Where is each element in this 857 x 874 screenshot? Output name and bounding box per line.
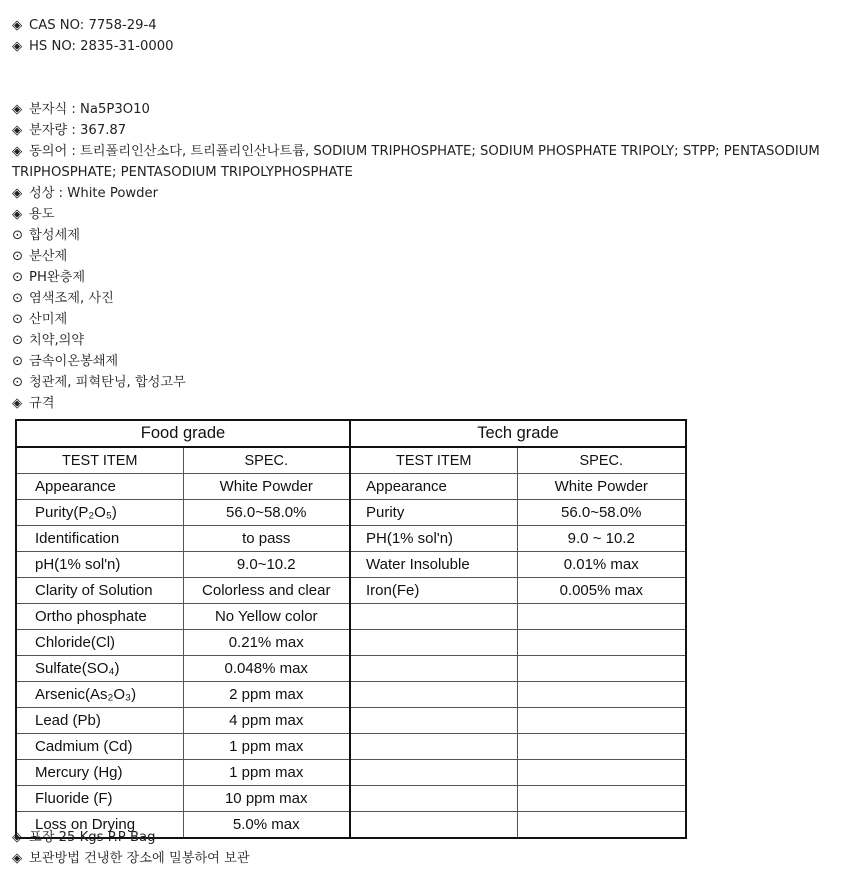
circle-dot-bullet-icon: ⊙ [12, 270, 24, 285]
empty-cell [350, 734, 517, 760]
table-row [16, 708, 686, 734]
empty-cell [517, 708, 686, 734]
table-row [16, 786, 686, 812]
appearance-line: ◈ 성상 : White Powder [12, 183, 158, 204]
food-spec-value: 56.0~58.0% [183, 500, 350, 526]
empty-cell [350, 630, 517, 656]
uses-title: ◈ 용도 [12, 204, 54, 225]
use-item: ⊙ 금속이온봉쇄제 [12, 351, 118, 372]
food-test-item: Clarity of Solution [16, 578, 183, 604]
column-header-test-item: TEST ITEM [350, 447, 517, 474]
empty-cell [350, 812, 517, 839]
empty-cell [350, 656, 517, 682]
spec-table [15, 419, 687, 839]
circle-dot-bullet-icon: ⊙ [12, 312, 24, 327]
tech-spec-value: 9.0 ~ 10.2 [517, 526, 686, 552]
table-row [16, 760, 686, 786]
food-spec-value: 2 ppm max [183, 682, 350, 708]
food-spec-value: 0.21% max [183, 630, 350, 656]
food-test-item: Mercury (Hg) [16, 760, 183, 786]
food-test-item: Cadmium (Cd) [16, 734, 183, 760]
empty-cell [517, 812, 686, 839]
tech-spec-value: White Powder [517, 474, 686, 500]
food-test-item: Lead (Pb) [16, 708, 183, 734]
empty-cell [517, 760, 686, 786]
tech-spec-value: 0.01% max [517, 552, 686, 578]
empty-cell [350, 786, 517, 812]
storage-info: ◈ 보관방법 건냉한 장소에 밀봉하여 보관 [12, 848, 250, 869]
food-spec-value: White Powder [183, 474, 350, 500]
food-test-item: Identification [16, 526, 183, 552]
food-spec-value: 9.0~10.2 [183, 552, 350, 578]
tech-grade-header: Tech grade [350, 420, 686, 447]
use-item: ⊙ 분산제 [12, 246, 67, 267]
circle-dot-bullet-icon: ⊙ [12, 375, 24, 390]
hs-number: ◈ HS NO: 2835-31-0000 [12, 36, 174, 57]
empty-cell [350, 708, 517, 734]
empty-cell [350, 604, 517, 630]
packing-info: ◈ 포장 25 Kgs P.P Bag [12, 827, 155, 848]
food-test-item: Arsenic(As₂O₃) [16, 682, 183, 708]
synonyms: ◈ 동의어 : 트리폴리인산소다, 트리폴리인산나트륨, SODIUM TRIPHOSPHATE; SODIUM PHOSPHATE TRIPOLY; STPP; PENTASODIUM TRIPHOSPHATE; PENTASODIUM TRIPOLYPHOSPHATE [12, 141, 847, 183]
food-test-item: Appearance [16, 474, 183, 500]
diamond-bullet-icon: ◈ [12, 144, 23, 159]
tech-spec-value: 56.0~58.0% [517, 500, 686, 526]
use-item: ⊙ 염색조제, 사진 [12, 288, 114, 309]
diamond-bullet-icon: ◈ [12, 830, 23, 845]
diamond-bullet-icon: ◈ [12, 39, 23, 54]
diamond-bullet-icon: ◈ [12, 396, 23, 411]
food-spec-value: Colorless and clear [183, 578, 350, 604]
food-test-item: Loss on Drying [16, 812, 183, 839]
use-item: ⊙ 치약,의약 [12, 330, 84, 351]
table-row [16, 526, 686, 552]
circle-dot-bullet-icon: ⊙ [12, 354, 24, 369]
empty-cell [517, 604, 686, 630]
table-row [16, 474, 686, 500]
diamond-bullet-icon: ◈ [12, 186, 23, 201]
use-item: ⊙ PH완충제 [12, 267, 85, 288]
food-test-item: Chloride(Cl) [16, 630, 183, 656]
empty-cell [517, 682, 686, 708]
column-header-spec: SPEC. [183, 447, 350, 474]
tech-spec-value: 0.005% max [517, 578, 686, 604]
empty-cell [517, 786, 686, 812]
table-row [16, 682, 686, 708]
diamond-bullet-icon: ◈ [12, 123, 23, 138]
table-row [16, 630, 686, 656]
food-spec-value: No Yellow color [183, 604, 350, 630]
food-test-item: Purity(P₂O₅) [16, 500, 183, 526]
table-row [16, 552, 686, 578]
column-header-test-item: TEST ITEM [16, 447, 183, 474]
food-spec-value: to pass [183, 526, 350, 552]
circle-dot-bullet-icon: ⊙ [12, 249, 24, 264]
column-header-spec: SPEC. [517, 447, 686, 474]
empty-cell [517, 630, 686, 656]
spec-title: ◈ 규격 [12, 393, 54, 414]
food-test-item: Sulfate(SO₄) [16, 656, 183, 682]
diamond-bullet-icon: ◈ [12, 18, 23, 33]
empty-cell [350, 682, 517, 708]
food-spec-value: 1 ppm max [183, 734, 350, 760]
circle-dot-bullet-icon: ⊙ [12, 228, 24, 243]
food-spec-value: 1 ppm max [183, 760, 350, 786]
empty-cell [517, 656, 686, 682]
tech-test-item: Water Insoluble [350, 552, 517, 578]
diamond-bullet-icon: ◈ [12, 851, 23, 866]
cas-number: ◈ CAS NO: 7758-29-4 [12, 15, 157, 36]
table-row [16, 604, 686, 630]
diamond-bullet-icon: ◈ [12, 207, 23, 222]
table-row [16, 578, 686, 604]
food-grade-header: Food grade [16, 420, 350, 447]
food-test-item: Fluoride (F) [16, 786, 183, 812]
food-spec-value: 4 ppm max [183, 708, 350, 734]
circle-dot-bullet-icon: ⊙ [12, 291, 24, 306]
table-row [16, 656, 686, 682]
empty-cell [350, 760, 517, 786]
diamond-bullet-icon: ◈ [12, 102, 23, 117]
tech-test-item: Appearance [350, 474, 517, 500]
food-test-item: Ortho phosphate [16, 604, 183, 630]
molecular-formula: ◈ 분자식 : Na5P3O10 [12, 99, 150, 120]
tech-test-item: Purity [350, 500, 517, 526]
use-item: ⊙ 청관제, 피혁탄닝, 합성고무 [12, 372, 186, 393]
circle-dot-bullet-icon: ⊙ [12, 333, 24, 348]
molecular-weight: ◈ 분자량 : 367.87 [12, 120, 126, 141]
tech-test-item: PH(1% sol'n) [350, 526, 517, 552]
table-grade-row [16, 420, 686, 447]
food-spec-value: 10 ppm max [183, 786, 350, 812]
use-item: ⊙ 합성세제 [12, 225, 80, 246]
use-item: ⊙ 산미제 [12, 309, 67, 330]
food-spec-value: 0.048% max [183, 656, 350, 682]
table-row [16, 734, 686, 760]
tech-test-item: Iron(Fe) [350, 578, 517, 604]
food-spec-value: 5.0% max [183, 812, 350, 839]
table-header-row [16, 447, 686, 474]
table-row [16, 500, 686, 526]
food-test-item: pH(1% sol'n) [16, 552, 183, 578]
empty-cell [517, 734, 686, 760]
